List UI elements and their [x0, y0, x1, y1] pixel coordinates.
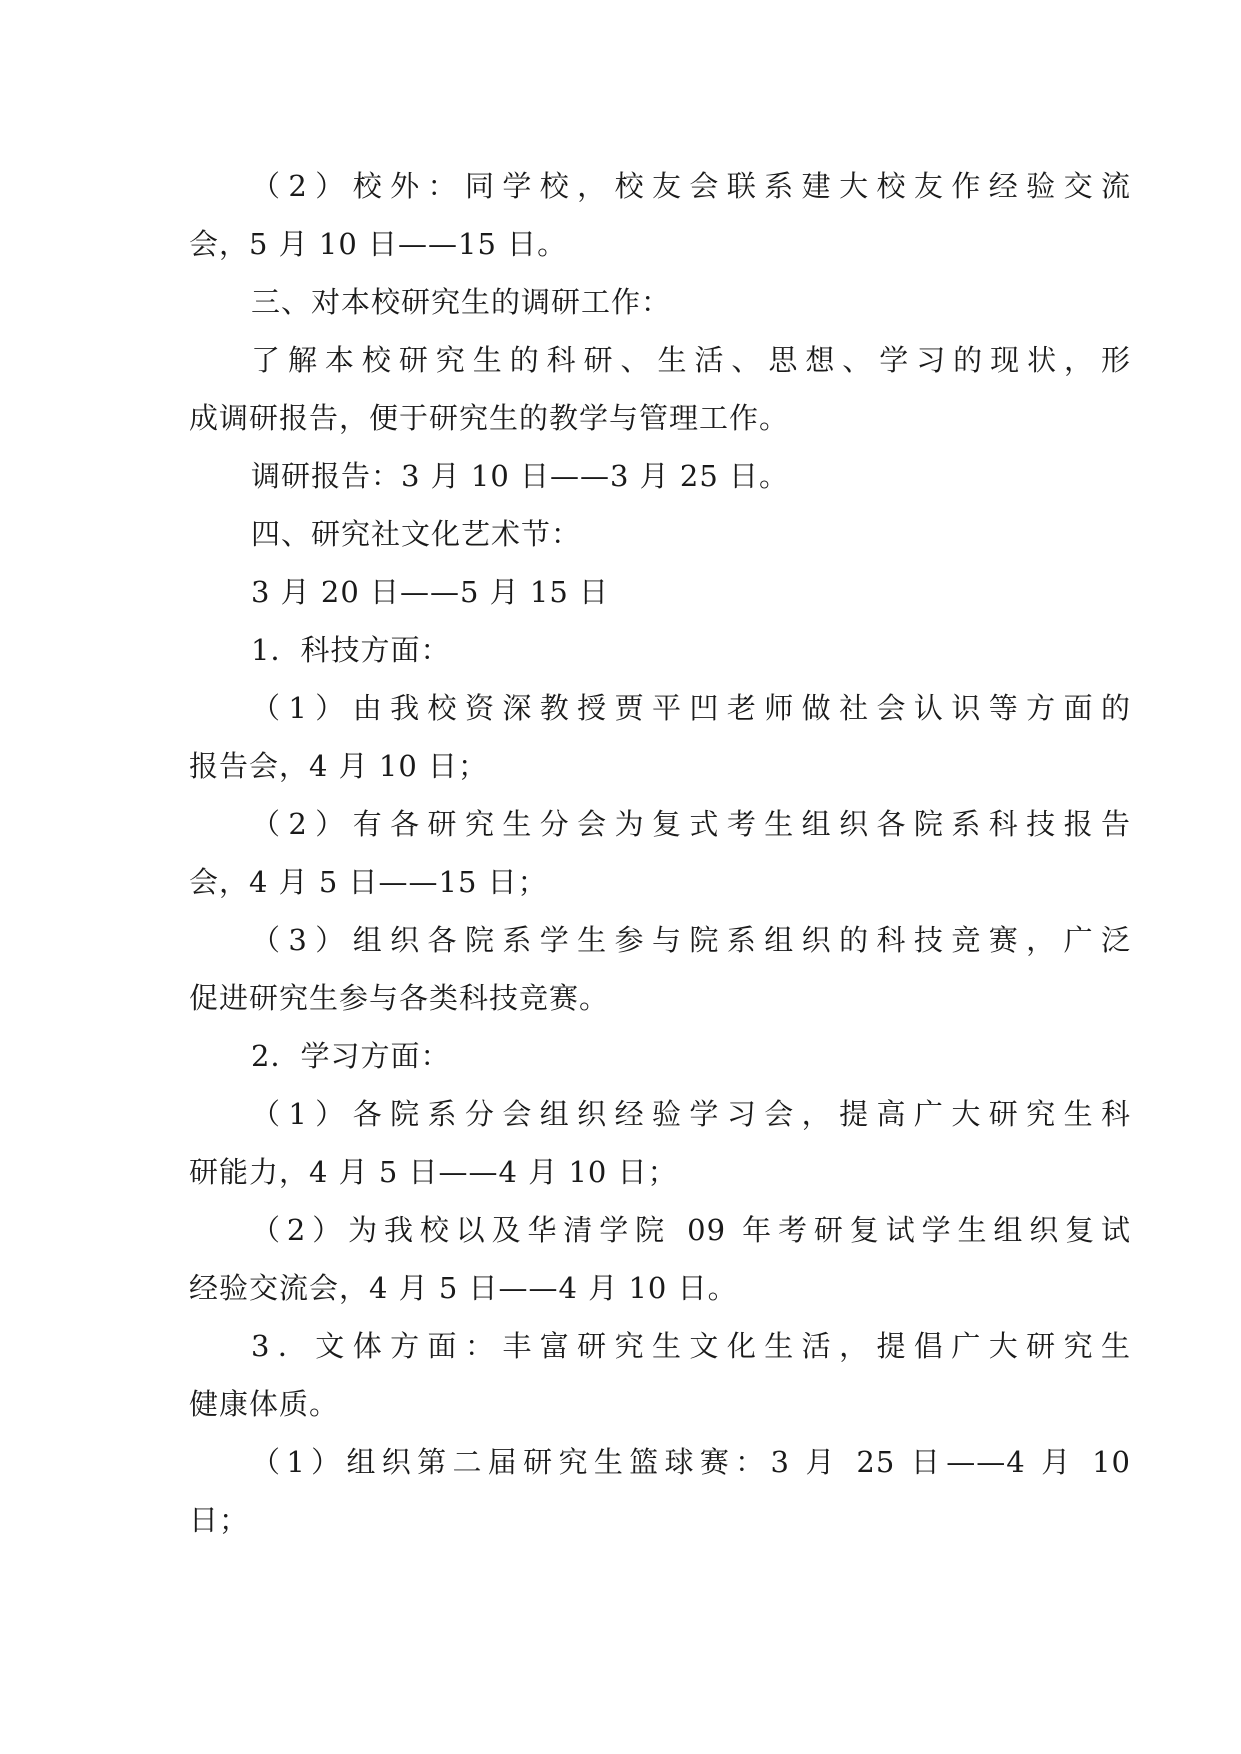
paragraph-line: 报告会，4 月 10 日； — [189, 749, 489, 783]
paragraph-line: 健康体质。 — [189, 1387, 340, 1421]
paragraph-line: （1）各院系分会组织经验学习会，提高广大研究生科 — [251, 1097, 1131, 1131]
section-heading: 三、对本校研究生的调研工作： — [251, 285, 672, 319]
subsection-heading: 1．科技方面： — [251, 633, 451, 667]
paragraph-line: 促进研究生参与各类科技竞赛。 — [189, 981, 610, 1015]
paragraph-line: 了解本校研究生的科研、生活、思想、学习的现状，形 — [251, 343, 1131, 377]
paragraph-line: 经验交流会，4 月 5 日——4 月 10 日。 — [189, 1271, 738, 1305]
subsection-heading: 2．学习方面： — [251, 1039, 451, 1073]
section-heading: 四、研究社文化艺术节： — [251, 517, 582, 551]
paragraph-line: 调研报告：3 月 10 日——3 月 25 日。 — [251, 459, 790, 493]
paragraph-line: 日； — [189, 1503, 250, 1537]
paragraph-line: （2）为我校以及华清学院 09 年考研复试学生组织复试 — [251, 1213, 1131, 1247]
subsection-heading: 3．文体方面：丰富研究生文化生活，提倡广大研究生 — [251, 1329, 1131, 1363]
paragraph-line: （2）校外：同学校，校友会联系建大校友作经验交流 — [251, 169, 1131, 203]
paragraph-line: 会，4 月 5 日——15 日； — [189, 865, 548, 899]
paragraph-line: （3）组织各院系学生参与院系组织的科技竞赛，广泛 — [251, 923, 1131, 957]
paragraph-line: （1）组织第二届研究生篮球赛：3 月 25 日——4 月 10 — [251, 1445, 1131, 1479]
paragraph-line: 3 月 20 日——5 月 15 日 — [251, 575, 610, 609]
paragraph-line: （2）有各研究生分会为复式考生组织各院系科技报告 — [251, 807, 1131, 841]
paragraph-line: 研能力，4 月 5 日——4 月 10 日； — [189, 1155, 678, 1189]
paragraph-line: 会，5 月 10 日——15 日。 — [189, 227, 568, 261]
paragraph-line: （1）由我校资深教授贾平凹老师做社会认识等方面的 — [251, 691, 1131, 725]
paragraph-line: 成调研报告，便于研究生的教学与管理工作。 — [189, 401, 790, 435]
